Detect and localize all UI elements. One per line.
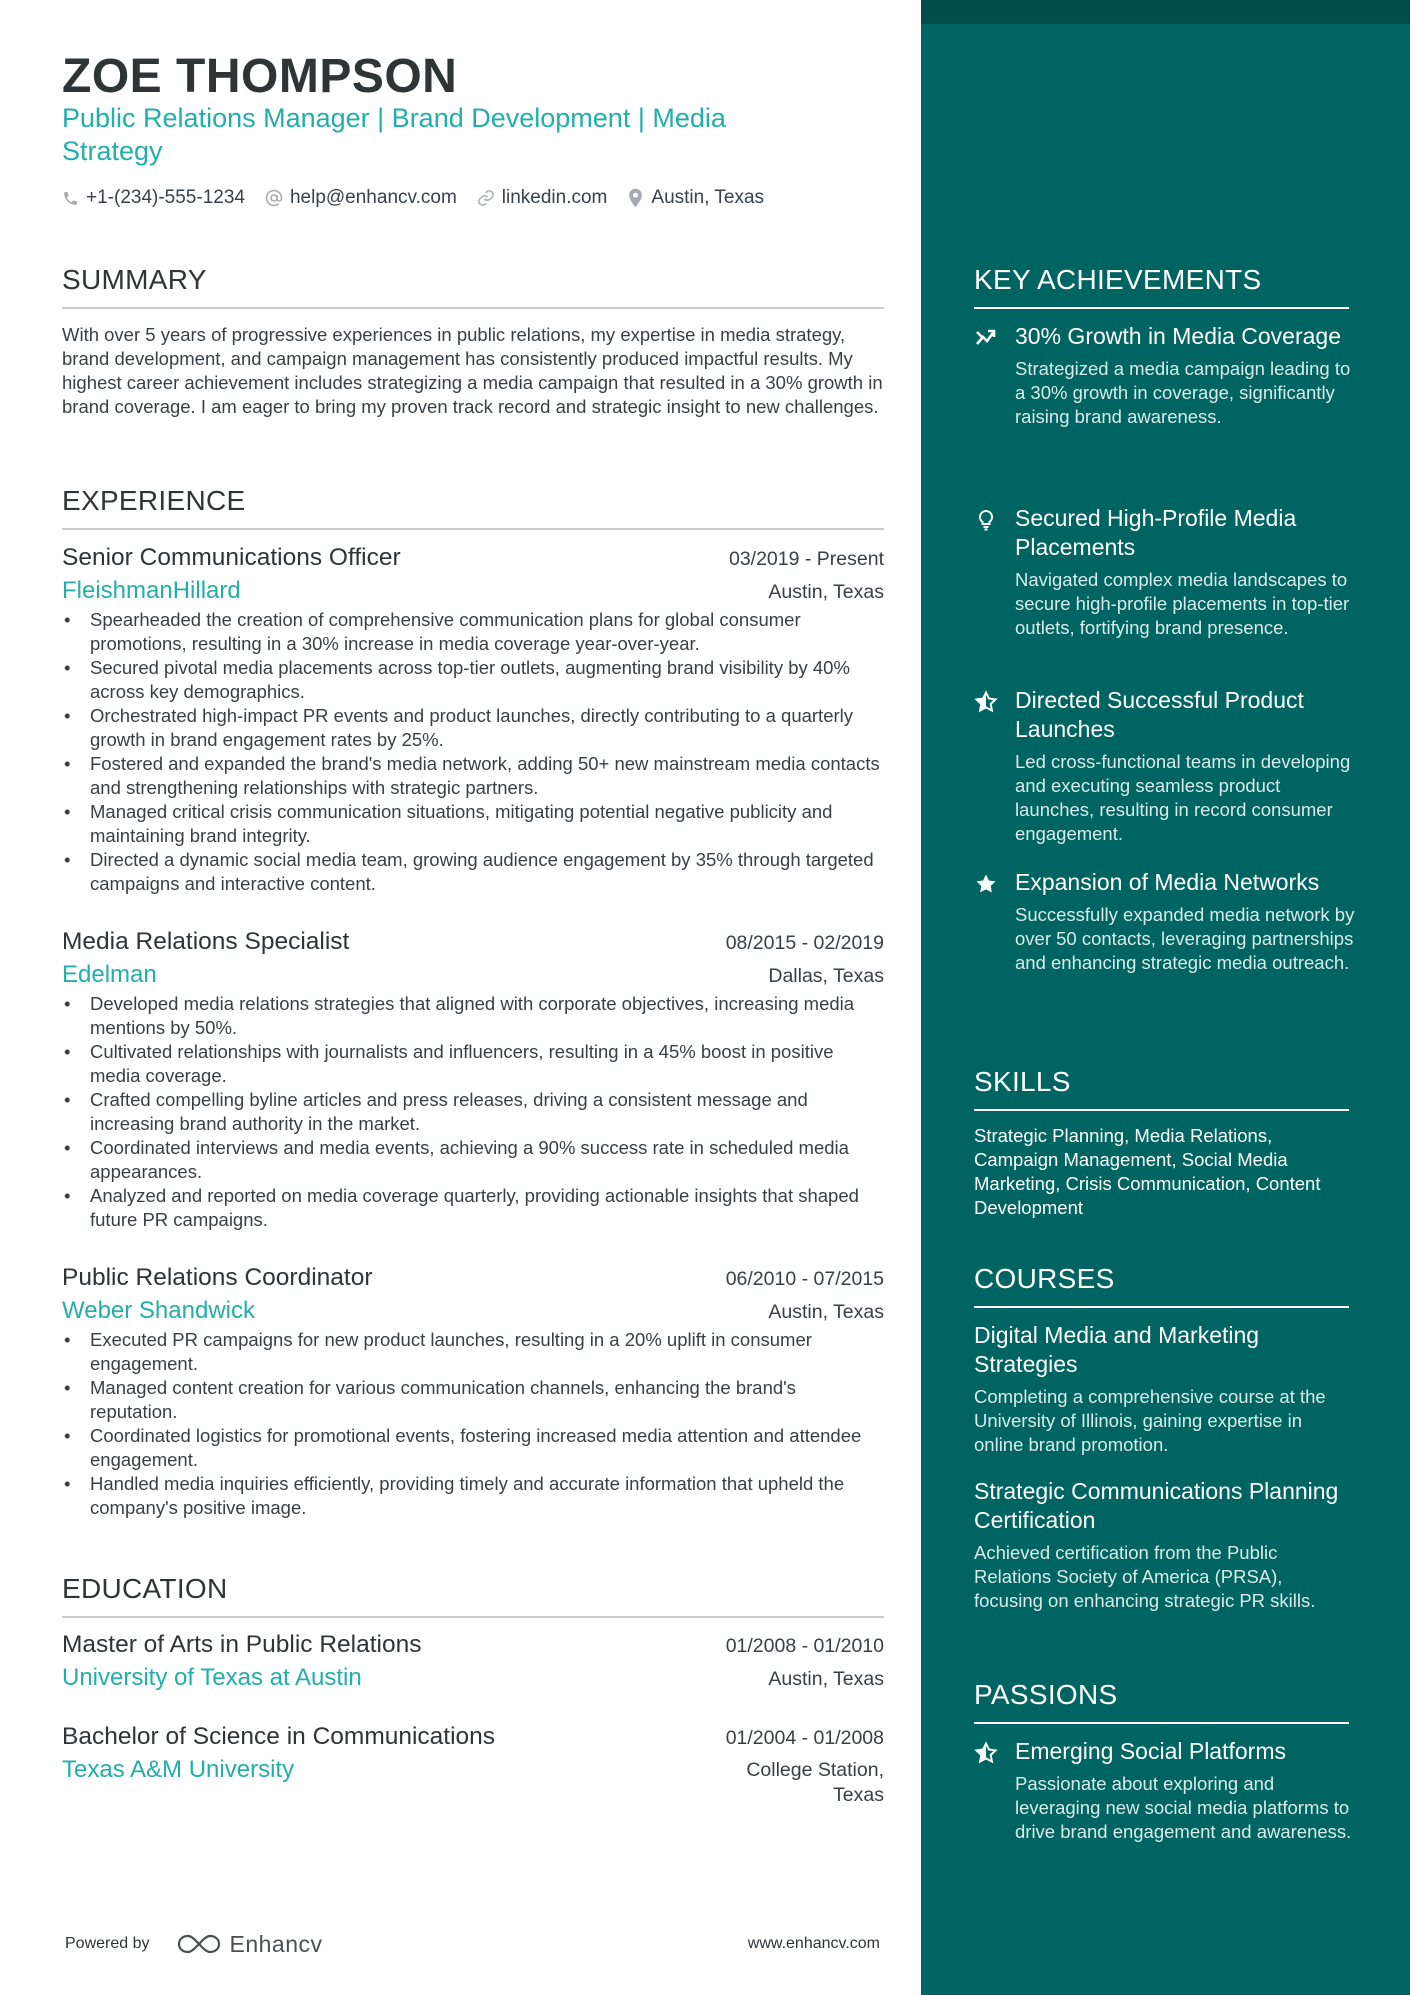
job-bullet: • Executed PR campaigns for new product launches, resulting in a 20% uplift in consumer engagement. — [62, 1328, 884, 1376]
job-role: Media Relations Specialist — [62, 928, 350, 955]
job-bullet: • Managed content creation for various communication channels, enhancing the brand's reputation. — [62, 1376, 884, 1424]
school-name: University of Texas at Austin — [62, 1664, 362, 1691]
powered-by-label: Powered by — [65, 1935, 150, 1952]
skills-heading: SKILLS — [974, 1065, 1349, 1111]
achievement-item — [974, 504, 1359, 640]
job-bullet: • Directed a dynamic social media team, growing audience engagement by 35% through targeted campaigns and interactive content. — [62, 848, 884, 896]
skills-text: Strategic Planning, Media Relations, Campaign Management, Social Media Marketing, Crisis Communication, Content Development — [974, 1125, 1321, 1218]
star-half-icon — [974, 1741, 998, 1765]
candidate-name: ZOE THOMPSON — [62, 50, 458, 103]
job-role: Senior Communications Officer — [62, 544, 401, 571]
email-text: help@enhancv.com — [289, 187, 457, 208]
job-bullets — [62, 1328, 884, 1520]
experience-heading: EXPERIENCE — [62, 484, 884, 530]
achievement-title: 30% Growth in Media Coverage — [1015, 323, 1341, 349]
course-item — [974, 1321, 1354, 1457]
job-bullet: • Managed critical crisis communication situations, mitigating potential negative publicity and maintaining brand integrity. — [62, 800, 884, 848]
candidate-title: Public Relations Manager | Brand Development | Media Strategy — [62, 103, 726, 166]
course-description: Achieved certification from the Public Relations Society of America (PRSA), focusing on enhancing strategic PR skills. — [974, 1542, 1316, 1611]
star-icon — [974, 872, 998, 896]
footer — [65, 1920, 880, 1968]
education-heading: EDUCATION — [62, 1572, 884, 1618]
experience-item — [62, 542, 884, 896]
contact-bar — [62, 184, 784, 212]
contact-linkedin[interactable] — [477, 187, 608, 209]
achievement-description: Led cross-functional teams in developing and executing seamless product launches, resulting in record consumer engagement. — [1015, 751, 1351, 844]
achievement-title: Secured High-Profile Media Placements — [1015, 505, 1297, 560]
phone-text: +1-(234)-555-1234 — [86, 187, 245, 208]
achievements-heading: KEY ACHIEVEMENTS — [974, 263, 1349, 309]
location-pin-icon — [627, 188, 644, 208]
contact-location — [627, 187, 764, 209]
passion-title: Emerging Social Platforms — [1015, 1738, 1286, 1764]
achievement-description: Navigated complex media landscapes to secure high-profile placements in top-tier outlets, fortifying brand presence. — [1015, 569, 1350, 638]
achievement-item — [974, 686, 1359, 846]
job-bullet: • Analyzed and reported on media coverage quarterly, providing actionable insights that shaped future PR campaigns. — [62, 1184, 884, 1232]
job-location: Dallas, Texas — [768, 965, 884, 987]
sidebar-top-bar — [921, 0, 1410, 24]
job-bullet: • Secured pivotal media placements across top-tier outlets, augmenting brand visibility by 40% across key demographics. — [62, 656, 884, 704]
achievement-title: Directed Successful Product Launches — [1015, 687, 1304, 742]
summary-heading: SUMMARY — [62, 263, 884, 309]
job-dates: 03/2019 - Present — [728, 548, 884, 570]
location-text: Austin, Texas — [651, 187, 765, 208]
achievement-item — [974, 868, 1359, 975]
achievement-item — [974, 322, 1359, 429]
job-company: FleishmanHillard — [62, 577, 241, 604]
passions-heading: PASSIONS — [974, 1678, 1349, 1724]
degree-name: Bachelor of Science in Communications — [62, 1723, 496, 1750]
summary-text: With over 5 years of progressive experiences in public relations, my expertise in media strategy, brand development, and campaign management has consistently produced impactful results. My highest career achievement includes strategizing a media campaign that resulted in a 30% growth in brand coverage. I am eager to bring my proven track record and strategic insight to new challenges. — [62, 324, 883, 417]
lightbulb-icon — [974, 508, 998, 532]
education-item — [62, 1721, 884, 1808]
passion-description: Passionate about exploring and leveraging new social media platforms to drive brand engagement and awareness. — [1015, 1773, 1352, 1842]
achievement-description: Successfully expanded media network by over 50 contacts, leveraging partnerships and enhancing strategic media outreach. — [1015, 904, 1355, 973]
job-company: Edelman — [62, 961, 157, 988]
phone-icon — [62, 190, 79, 207]
school-name: Texas A&M University — [62, 1756, 295, 1783]
website-link[interactable]: www.enhancv.com — [747, 1935, 880, 1952]
job-bullet: • Spearheaded the creation of comprehensive communication plans for global consumer promotions, resulting in a 30% increase in media coverage year-over-year. — [62, 608, 884, 656]
powered-by — [65, 1931, 323, 1958]
enhancv-logo-icon — [176, 1932, 222, 1956]
job-bullet: • Coordinated interviews and media events, achieving a 90% success rate in scheduled media appearances. — [62, 1136, 884, 1184]
at-icon — [265, 189, 283, 207]
experience-item — [62, 926, 884, 1232]
school-location: College Station, Texas — [746, 1759, 884, 1806]
job-bullets — [62, 608, 884, 896]
job-bullet: • Fostered and expanded the brand's media network, adding 50+ new mainstream media contacts and strengthening relationships with strategic partners. — [62, 752, 884, 800]
job-bullet: • Orchestrated high-impact PR events and product launches, directly contributing to a quarterly growth in brand engagement rates by 25%. — [62, 704, 884, 752]
link-icon — [477, 189, 495, 207]
job-bullet: • Handled media inquiries efficiently, providing timely and accurate information that upheld the company's positive image. — [62, 1472, 884, 1520]
passion-item — [974, 1737, 1359, 1844]
education-dates: 01/2008 - 01/2010 — [725, 1635, 884, 1657]
job-company: Weber Shandwick — [62, 1297, 255, 1324]
courses-heading: COURSES — [974, 1262, 1349, 1308]
education-dates: 01/2004 - 01/2008 — [725, 1727, 884, 1749]
job-dates: 06/2010 - 07/2015 — [725, 1268, 884, 1290]
linkedin-text: linkedin.com — [501, 187, 608, 208]
contact-phone[interactable] — [62, 187, 245, 209]
star-half-icon — [974, 690, 998, 714]
achievement-description: Strategized a media campaign leading to a 30% growth in coverage, significantly raising brand awareness. — [1015, 358, 1351, 427]
contact-email[interactable] — [265, 187, 457, 209]
school-location: Austin, Texas — [768, 1668, 884, 1690]
course-item — [974, 1477, 1354, 1613]
brand-logo[interactable] — [176, 1931, 323, 1958]
sidebar — [921, 0, 1410, 1995]
education-item — [62, 1629, 884, 1695]
job-location: Austin, Texas — [768, 581, 884, 603]
experience-item — [62, 1262, 884, 1520]
growth-arrow-icon — [974, 326, 998, 350]
job-bullet: • Crafted compelling byline articles and press releases, driving a consistent message and increasing brand authority in the market. — [62, 1088, 884, 1136]
degree-name: Master of Arts in Public Relations — [62, 1631, 422, 1658]
course-title: Strategic Communications Planning Certification — [974, 1478, 1339, 1533]
job-bullet: • Coordinated logistics for promotional events, fostering increased media attention and attendee engagement. — [62, 1424, 884, 1472]
job-location: Austin, Texas — [768, 1301, 884, 1323]
job-bullet: • Cultivated relationships with journalists and influencers, resulting in a 45% boost in positive media coverage. — [62, 1040, 884, 1088]
job-bullet: • Developed media relations strategies that aligned with corporate objectives, increasing media mentions by 50%. — [62, 992, 884, 1040]
achievement-title: Expansion of Media Networks — [1015, 869, 1320, 895]
course-description: Completing a comprehensive course at the University of Illinois, gaining expertise in online brand promotion. — [974, 1386, 1326, 1455]
job-bullets — [62, 992, 884, 1232]
job-dates: 08/2015 - 02/2019 — [725, 932, 884, 954]
course-title: Digital Media and Marketing Strategies — [974, 1322, 1260, 1377]
brand-name: Enhancv — [229, 1930, 323, 1957]
job-role: Public Relations Coordinator — [62, 1264, 373, 1291]
